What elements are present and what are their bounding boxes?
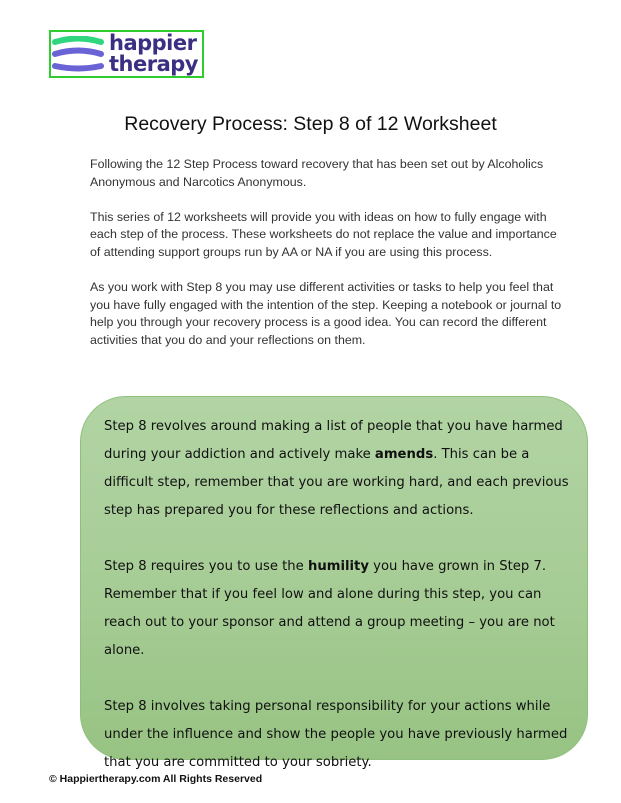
logo-line-2: therapy [109,52,198,76]
intro-section [90,156,570,367]
intro-paragraph-1: Following the 12 Step Process toward recovery that has been set out by Alcoholics Anonymous and Narcotics Anonymous. [90,157,544,189]
wave-icon [52,36,104,76]
panel-paragraph-3: Step 8 involves taking personal responsibility for your actions while under the influence and show the people you have previously harmed that you are committed to your sobriety. [104,699,568,770]
panel-p1-bold: amends [374,447,434,462]
panel-p1-text-a: Step 8 revolves around making a list of people that you have harmed during your addiction and actively make [104,419,563,462]
panel-p2-bold: humility [307,559,369,574]
panel-paragraph-2 [104,553,579,665]
panel-paragraph-1 [104,413,579,525]
page-title: Recovery Process: Step 8 of 12 Worksheet [124,113,497,135]
panel-p2-text-a: Step 8 requires you to use the [104,559,308,574]
panel-content [104,413,579,777]
logo-line-1: happier [109,31,197,55]
logo [49,30,204,78]
logo-text [109,33,198,75]
copyright-footer: © Happiertherapy.com All Rights Reserved [49,773,263,785]
panel-p2-text-b: you have grown in Step 7. Remember that if you feel low and alone during this step, you can reach out to your sponsor and attend a group meeting – you are not alone. [104,559,555,658]
intro-paragraph-2: This series of 12 worksheets will provide you with ideas on how to fully engage with each step of the process. These worksheets do not replace the value and importance of attending support groups run by AA or NA if you are using this process. [90,209,557,259]
panel-p1-text-b: . This can be a difficult step, remember that you are working hard, and each previous step has prepared you for these reflections and actions. [104,447,569,518]
step-info-panel [80,396,588,770]
intro-paragraph-3: As you work with Step 8 you may use different activities or tasks to help you feel that you have fully engaged with the intention of the step. Keeping a notebook or journal to help you through your recovery process is a good idea. You can record the different activities that you do and your reflections on them. [90,280,562,347]
